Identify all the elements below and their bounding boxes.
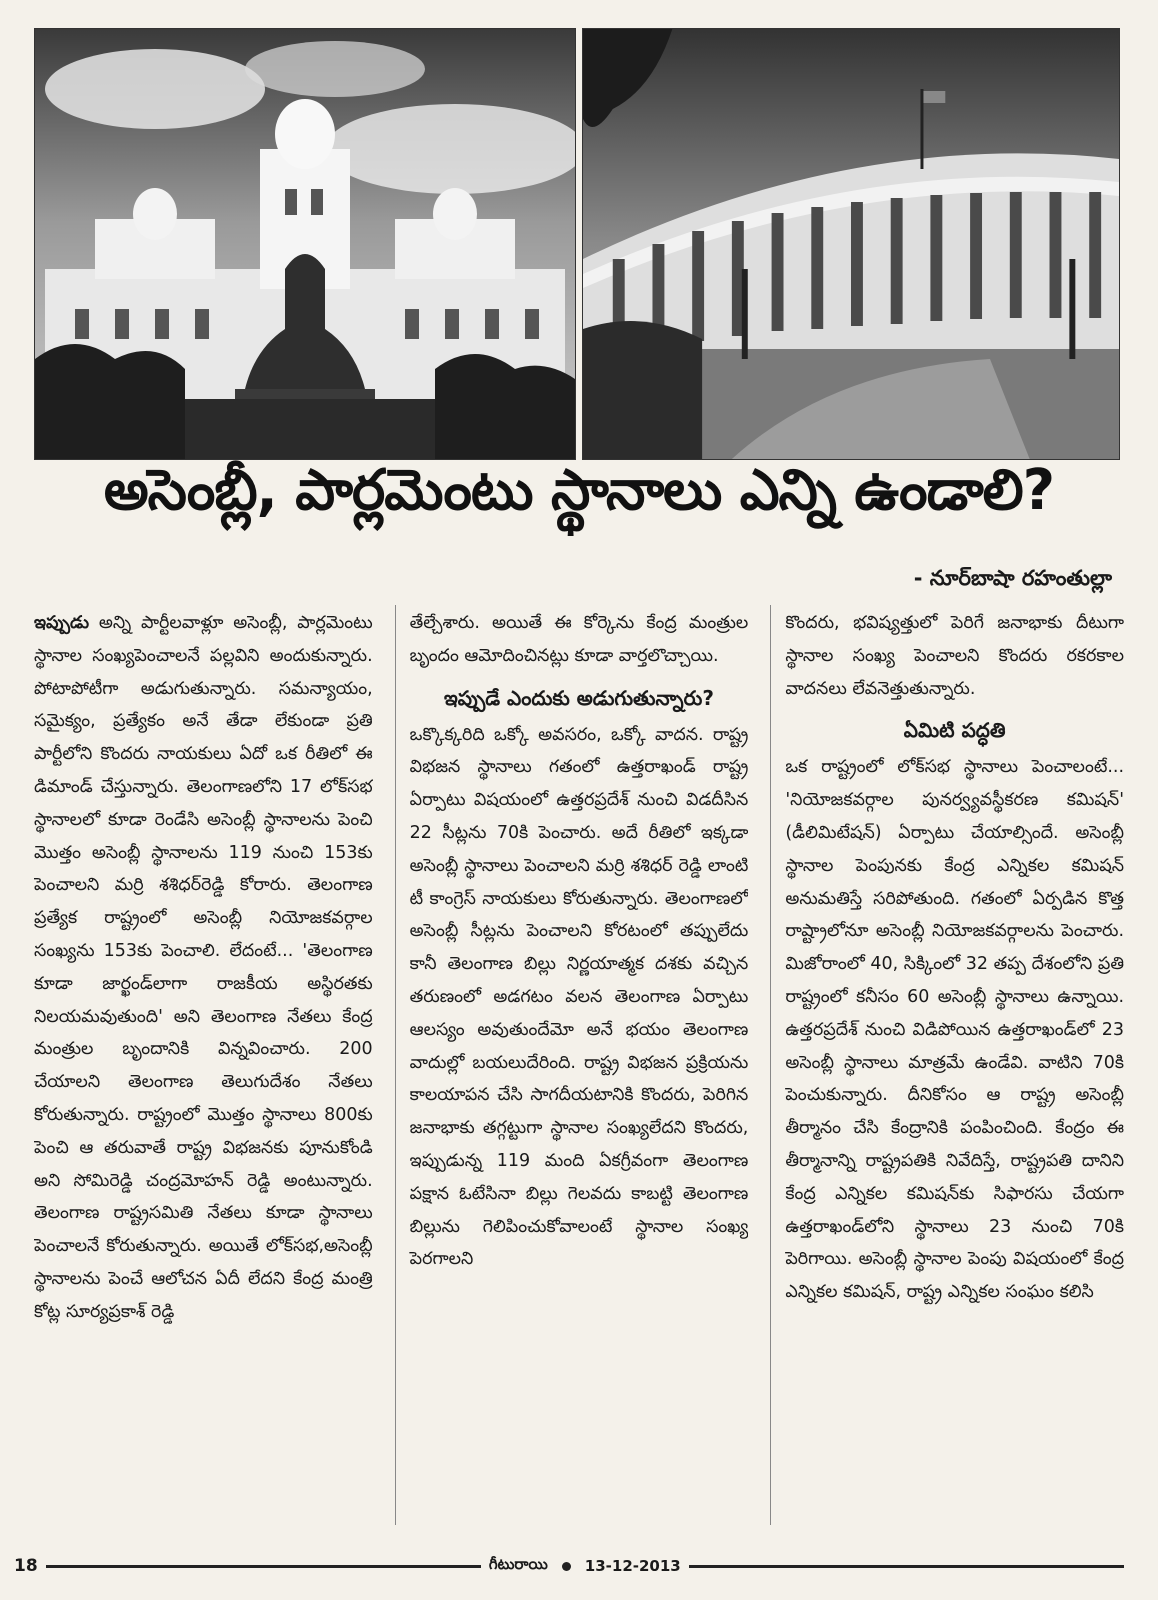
parliament-building-photo [582, 28, 1120, 460]
article-body [34, 605, 1124, 1525]
publication-name: గీటురాయి [488, 1555, 548, 1573]
article-paragraph [410, 607, 749, 673]
article-paragraph [785, 607, 1124, 705]
issue-date: 13-12-2013 [584, 1557, 681, 1575]
article-column-3 [770, 605, 1124, 1525]
section-subheading: ఏమిటి పద్ధతి [903, 718, 1006, 743]
paragraph-text: అన్ని పార్టీలవాళ్లూ అసెంబ్లీ, పార్లమెంటు స్థానాల సంఖ్యపెంచాలనే పల్లవిని అందుకున్నారు. పోటాపోటీగా అడుగుతున్నారు. సమన్యాయం, సమైక్యం, ప్రత్యేకం అనే తేడా లేకుండా ప్రతి పార్టీలోని కొందరు నాయకులు ఏదో ఒక రీతిలో ఈ డిమాండ్ చేస్తున్నారు. తెలంగాణలోని 17 లోక్‌సభ స్థానాలలో కూడా రెండేసి అసెంబ్లీ స్థానాలను పెంచి మొత్తం అసెంబ్లీ స్థానాలను 119 నుంచి 153కు పెంచాలని మర్రి శశిధర్‌రెడ్డి కోరారు. తెలంగాణ ప్రత్యేక రాష్ట్రంలో అసెంబ్లీ నియోజకవర్గాల సంఖ్యను 153కు పెంచాలి. లేదంటే... 'తెలంగాణ కూడా జార్ఖండ్‌లాగా రాజకీయ అస్థిరతకు నిలయమవుతుంది' అని తెలంగాణ నేతలు కేంద్ర మంత్రుల బృందానికి విన్నవించారు. 200 చేయాలని తెలంగాణ తెలుగుదేశం నేతలు కోరుతున్నారు. రాష్ట్రంలో మొత్తం స్థానాలు 800కు పెంచి ఆ తరువాతే రాష్ట్ర విభజనకు పూనుకోండి అని సోమిరెడ్డి చంద్రమోహన్ రెడ్డి అంటున్నారు. తెలంగాణ రాష్ట్రసమితి నేతలు కూడా స్థానాలు పెంచాలనే కోరుతున్నారు. అయితే లోక్‌సభ,అసెంబ్లీ స్థానాలను పెంచే ఆలోచన ఏదీ లేదని కేంద్ర మంత్రి కోట్ల సూర్యప్రకాశ్ రెడ్డి [34, 613, 373, 1322]
article-paragraph [785, 751, 1124, 1309]
footer-dot [562, 1562, 571, 1571]
article-column-2 [395, 605, 749, 1525]
photo-strip [34, 28, 1120, 458]
footer-rule [46, 1565, 481, 1568]
page-number: 18 [14, 1556, 38, 1576]
section-subheading: ఇప్పుడే ఎందుకు అడుగుతున్నారు? [444, 685, 714, 710]
paragraph-text: ఒక రాష్ట్రంలో లోక్‌సభ స్థానాలు పెంచాలంటే... 'నియోజకవర్గాల పునర్వ్యవస్థీకరణ కమిషన్' (డీలిమిటేషన్) ఏర్పాటు చేయాల్సిందే. అసెంబ్లీ స్థానాల పెంపునకు కేంద్ర ఎన్నికల కమిషన్ అనుమతిస్తే సరిపోతుంది. గతంలో ఏర్పడిన కొత్త రాష్ట్రాలోనూ అసెంబ్లీ నియోజకవర్గాలను పెంచారు. మిజోరాంలో 40, సిక్కింలో 32 తప్ప దేశంలోని ప్రతి రాష్ట్రంలో కనీసం 60 అసెంబ్లీ స్థానాలు ఉన్నాయి. ఉత్తరప్రదేశ్ నుంచి విడిపోయిన ఉత్తరాఖండ్‌లో 23 అసెంబ్లీ స్థానాలు మాత్రమే ఉండేవి. వాటిని 70కి పెంచుకున్నారు. దీనికోసం ఆ రాష్ట్ర అసెంబ్లీ తీర్మానం చేసి కేంద్రానికి పంపించింది. కేంద్రం ఈ తీర్మానాన్ని రాష్ట్రపతికి నివేదిస్తే, రాష్ట్రపతి దానిని కేంద్ర ఎన్నికల కమిషన్‌కు సిఫారసు చేయగా ఉత్తరాఖండ్‌లోని స్థానాలు 23 నుంచి 70కి పెరిగాయి. అసెంబ్లీ స్థానాల పెంపు విషయంలో కేంద్ర ఎన్నికల కమిషన్, రాష్ట్ర ఎన్నికల సంఘం కలిసి [785, 757, 1125, 1303]
headline: అసెంబ్లీ, పార్లమెంటు స్థానాలు ఎన్ని ఉండాలి? [103, 458, 1055, 523]
assembly-building-photo [34, 28, 576, 460]
paragraph-text: ఒక్కొక్కరిది ఒక్కో అవసరం, ఒక్కో వాదన. రాష్ట్ర విభజన స్థానాలు గతంలో ఉత్తరాఖండ్ రాష్ట్ర ఏర్పాటు విషయంలో ఉత్తరప్రదేశ్ నుంచి విడదీసిన 22 సీట్లను 70కి పెంచారు. అదే రీతిలో ఇక్కడా అసెంబ్లీ స్థానాలు పెంచాలని మర్రి శశిధర్ రెడ్డి లాంటి టీ కాంగ్రెస్ నాయకులు కోరుతున్నారు. తెలంగాణలో అసెంబ్లీ సీట్లను పెంచాలని కోరటంలో తప్పులేదు కానీ తెలంగాణ బిల్లు నిర్ణయాత్మక దశకు వచ్చిన తరుణంలో అడగటం వలన తెలంగాణ ఏర్పాటు ఆలస్యం అవుతుందేమో అనే భయం తెలంగాణ వాదుల్లో బయలుదేరింది. రాష్ట్ర విభజన ప్రక్రియను కాలయాపన చేసి సాగదీయటానికి కొందరు, పెరిగిన జనాభాకు తగ్గట్టుగా స్థానాల సంఖ్యలేదని కొందరు, ఇప్పుడున్న 119 మంది ఏకగ్రీవంగా తెలంగాణ పక్షాన ఓటేసినా బిల్లు గెలవదు కాబట్టి తెలంగాణ బిల్లును గెలిపించుకోవాలంటే స్థానాల సంఖ్య పెరగాలని [409, 724, 749, 1270]
footer-rule [689, 1565, 1124, 1568]
page-footer [14, 1556, 1124, 1576]
article-paragraph [410, 719, 749, 1277]
paragraph-text: తేల్చేశారు. అయితే ఈ కోర్కెను కేంద్ర మంత్రుల బృందం ఆమోదించినట్లు కూడా వార్తలొచ్చాయి. [409, 613, 749, 666]
byline: - నూర్‌బాషా రహంతుల్లా [913, 566, 1112, 590]
lead-word: ఇప్పుడు [34, 613, 90, 633]
paragraph-text: కొందరు, భవిష్యత్తులో పెరిగే జనాభాకు దీటుగా స్థానాల సంఖ్య పెంచాలని కొందరు రకరకాల వాదనలు లేవనెత్తుతున్నారు. [785, 613, 1125, 699]
article-paragraph [34, 607, 373, 1329]
article-column-1 [34, 605, 373, 1525]
